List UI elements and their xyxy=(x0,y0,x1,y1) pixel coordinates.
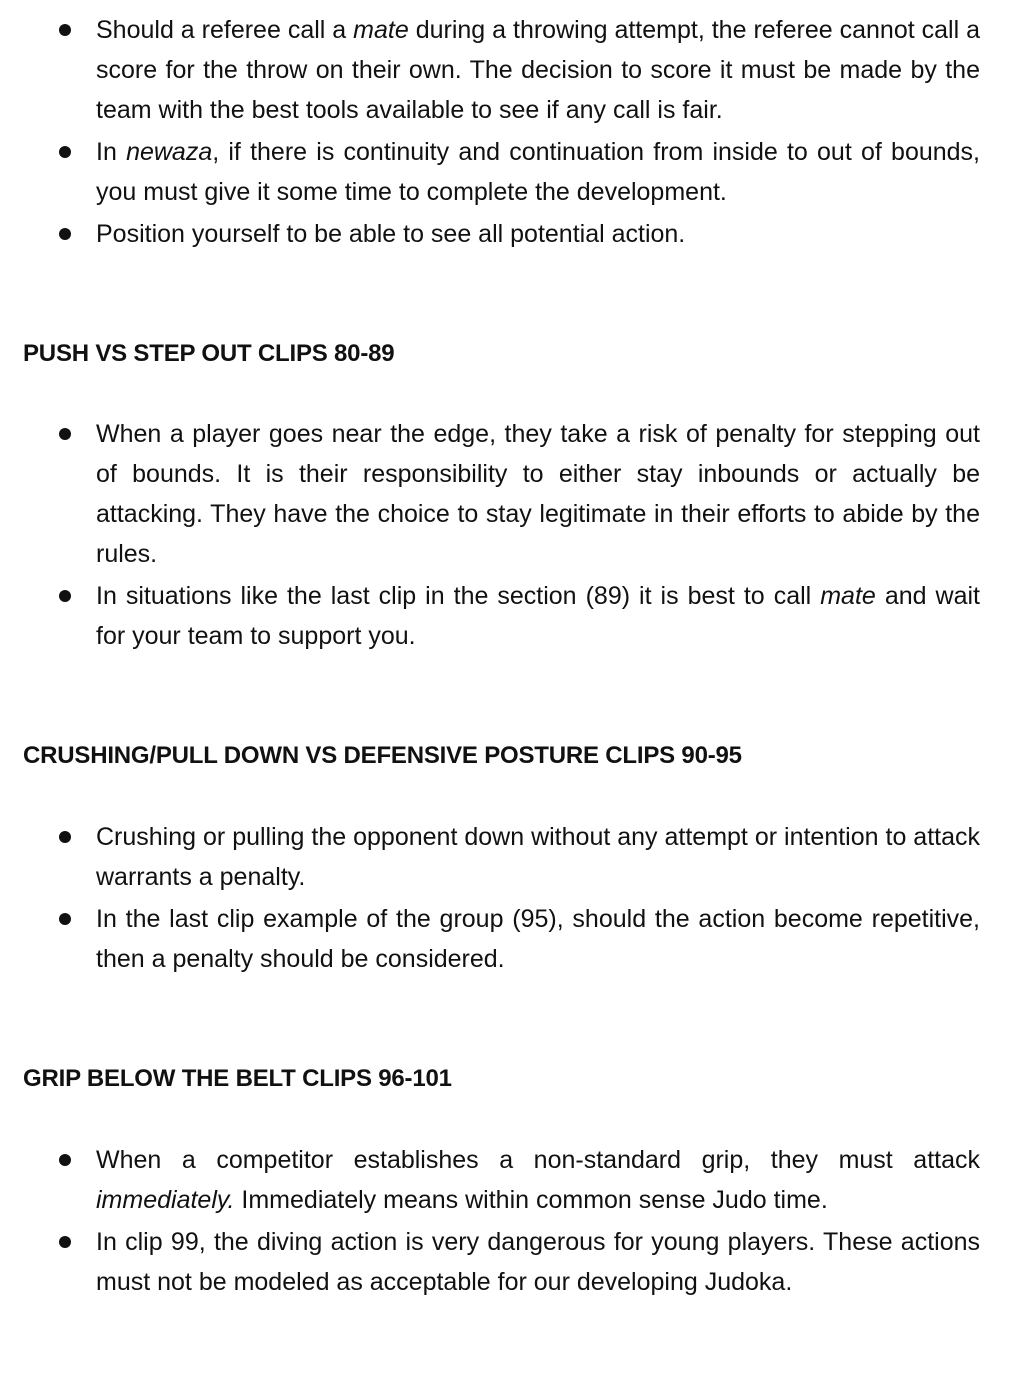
italic-term: mate xyxy=(820,582,876,610)
list-item xyxy=(0,899,1024,979)
text-run: When a player goes near the edge, they take a risk of penalty for stepping out of bounds. It is their responsibility to either stay inbounds or actually be attacking. They have the choice to stay legitimate in their efforts to abide by the rules. xyxy=(96,420,980,568)
list-item xyxy=(0,10,1024,130)
text-run: , if there is continuity and continuation from inside to out of bounds, you must give it some time to complete the development. xyxy=(96,138,981,206)
text-run: In clip 99, the diving action is very dangerous for young players. These actions must not be modeled as acceptable for our developing Judoka. xyxy=(96,1228,980,1296)
bullet-icon xyxy=(59,1236,71,1248)
text-run: In xyxy=(96,138,127,166)
text-run: When a competitor establishes a non-standard grip, they must attack xyxy=(96,1146,980,1174)
text-run: Should a referee call a xyxy=(96,16,354,44)
section-list-block xyxy=(0,817,1024,979)
section-heading: CRUSHING/PULL DOWN VS DEFENSIVE POSTURE CLIPS 90-95 xyxy=(23,742,742,769)
section-list-block xyxy=(0,1140,1024,1302)
section-bullet-list xyxy=(0,817,1024,979)
text-run: In the last clip example of the group (95), should the action become repetitive, then a penalty should be considered. xyxy=(96,905,980,973)
list-item xyxy=(0,132,1024,212)
intro-bullet-list xyxy=(0,10,1024,254)
text-run: Immediately means within common sense Judo time. xyxy=(234,1186,828,1214)
bullet-icon xyxy=(59,913,71,925)
text-run: during a throwing attempt, the referee cannot call a score for the throw on their own. The decision to score it must be made by the team with the best tools available to see if any call is fair. xyxy=(96,16,980,124)
text-run: Position yourself to be able to see all potential action. xyxy=(96,220,686,248)
list-item xyxy=(0,214,1024,254)
italic-term: immediately. xyxy=(96,1186,235,1214)
list-item xyxy=(0,414,1024,574)
text-run: In situations like the last clip in the section (89) it is best to call xyxy=(96,582,821,610)
intro-list-block xyxy=(0,10,1024,254)
bullet-icon xyxy=(59,428,71,440)
text-run: and wait for your team to support you. xyxy=(96,582,981,650)
italic-term: mate xyxy=(353,16,409,44)
bullet-icon xyxy=(59,1154,71,1166)
italic-term: newaza xyxy=(126,138,213,166)
section-heading: GRIP BELOW THE BELT CLIPS 96-101 xyxy=(23,1065,452,1092)
list-item xyxy=(0,1140,1024,1220)
bullet-icon xyxy=(59,146,71,158)
section-list-block xyxy=(0,414,1024,656)
section-bullet-list xyxy=(0,414,1024,656)
text-run: Crushing or pulling the opponent down without any attempt or intention to attack warrants a penalty. xyxy=(96,823,980,891)
section-bullet-list xyxy=(0,1140,1024,1302)
list-item xyxy=(0,576,1024,656)
list-item xyxy=(0,817,1024,897)
section-heading: PUSH VS STEP OUT CLIPS 80-89 xyxy=(23,340,395,367)
bullet-icon xyxy=(59,590,71,602)
bullet-icon xyxy=(59,228,71,240)
list-item xyxy=(0,1222,1024,1302)
bullet-icon xyxy=(59,831,71,843)
bullet-icon xyxy=(59,24,71,36)
